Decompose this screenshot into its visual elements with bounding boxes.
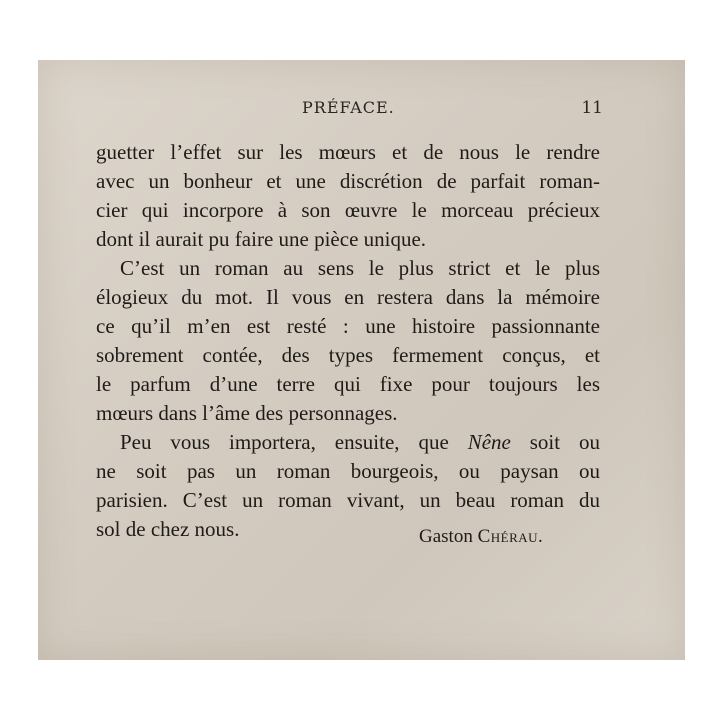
- text-line: parisien. C’est un roman vivant, un beau roman du: [96, 488, 600, 512]
- text-line: C’est un roman au sens le plus strict et le plus: [120, 256, 600, 280]
- text-line-with-title: [96, 428, 600, 457]
- text-line: sol de chez nous.: [96, 517, 240, 541]
- preface-text: [96, 138, 600, 544]
- text-line: cier qui incorpore à son œuvre le morceau précieux: [96, 198, 600, 222]
- text-line: sobrement contée, des types fermement conçus, et: [96, 343, 600, 367]
- book-page: [38, 60, 685, 660]
- text-line: avec un bonheur et une discrétion de parfait roman-: [96, 169, 600, 193]
- text-line: mœurs dans l’âme des personnages.: [96, 401, 398, 425]
- text-line: ne soit pas un roman bourgeois, ou paysan ou: [96, 459, 600, 483]
- page-header: [38, 98, 685, 122]
- paragraph-2: [96, 254, 600, 428]
- text-line: dont il aurait pu faire une pièce unique.: [96, 227, 427, 251]
- page-number: 11: [581, 98, 603, 118]
- author-signature: [419, 526, 543, 548]
- text-line: ce qu’il m’en est resté : une histoire passionnante: [96, 314, 600, 338]
- text-segment: soit ou: [510, 430, 601, 454]
- author-last-name: Chérau.: [477, 526, 544, 547]
- paragraph-1: [96, 138, 600, 254]
- text-line: guetter l’effet sur les mœurs et de nous le rendre: [96, 140, 600, 164]
- running-title: PRÉFACE.: [302, 98, 395, 117]
- author-first-name: Gaston: [419, 526, 473, 547]
- text-line: le parfum d’une terre qui fixe pour toujours les: [96, 372, 600, 396]
- text-segment: Peu vous importera, ensuite, que: [120, 430, 468, 454]
- novel-title: Nêne: [467, 430, 511, 454]
- text-line: élogieux du mot. Il vous en restera dans la mémoire: [96, 285, 600, 309]
